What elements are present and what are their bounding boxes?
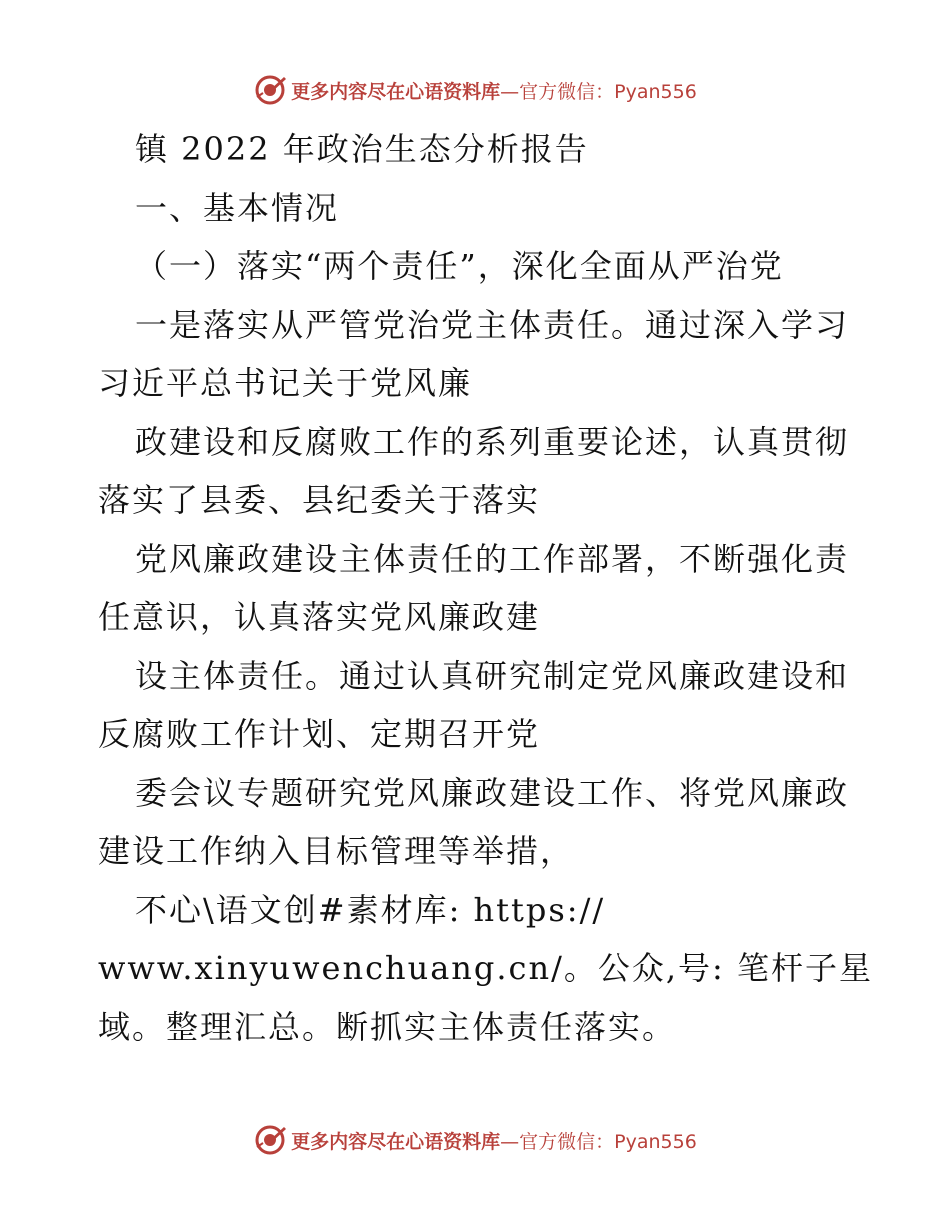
banner-dash: — (500, 1130, 520, 1153)
text-line: www.xinyuwenchuang.cn/。公众,号: 笔杆子星 (98, 949, 873, 987)
text-line: 反腐败工作计划、定期召开党 (98, 715, 541, 753)
banner-wechat: 官方微信：Pyan556 (519, 1130, 697, 1153)
subsection-heading: （一）落实“两个责任”，深化全面从严治党 (135, 247, 784, 285)
text-line: 习近平总书记关于党风廉 (98, 364, 473, 402)
text-line: 不心\语文创#素材库: https:// (135, 890, 606, 929)
footer-banner (0, 1120, 950, 1160)
text-line: 党风廉政建设主体责任的工作部署，不断强化责 (135, 539, 850, 578)
pen-logo-icon (253, 73, 287, 107)
banner-title: 更多内容尽在心语资料库 (291, 80, 501, 103)
banner-text (291, 77, 697, 104)
banner-title: 更多内容尽在心语资料库 (291, 1130, 501, 1153)
banner-dash: — (500, 80, 520, 103)
text-line: 政建设和反腐败工作的系列重要论述，认真贯彻 (135, 422, 850, 461)
pen-logo-icon (253, 1123, 287, 1157)
header-banner (0, 70, 950, 110)
section-heading: 一、基本情况 (135, 188, 340, 227)
document-body (98, 120, 873, 1056)
doc-title: 镇 2022 年政治生态分析报告 (135, 130, 589, 168)
text-line: 委会议专题研究党风廉政建设工作、将党风廉政 (135, 773, 850, 812)
text-line: 建设工作纳入目标管理等举措， (98, 832, 575, 870)
text-line: 任意识，认真落实党风廉政建 (98, 598, 541, 636)
text-line: 域。整理汇总。断抓实主体责任落实。 (98, 1007, 677, 1046)
text-line: 一是落实从严管党治党主体责任。通过深入学习 (135, 305, 850, 344)
banner-text (291, 1127, 697, 1154)
text-line: 设主体责任。通过认真研究制定党风廉政建设和 (135, 656, 850, 695)
banner-wechat: 官方微信：Pyan556 (519, 80, 697, 103)
text-line: 落实了县委、县纪委关于落实 (98, 481, 541, 519)
